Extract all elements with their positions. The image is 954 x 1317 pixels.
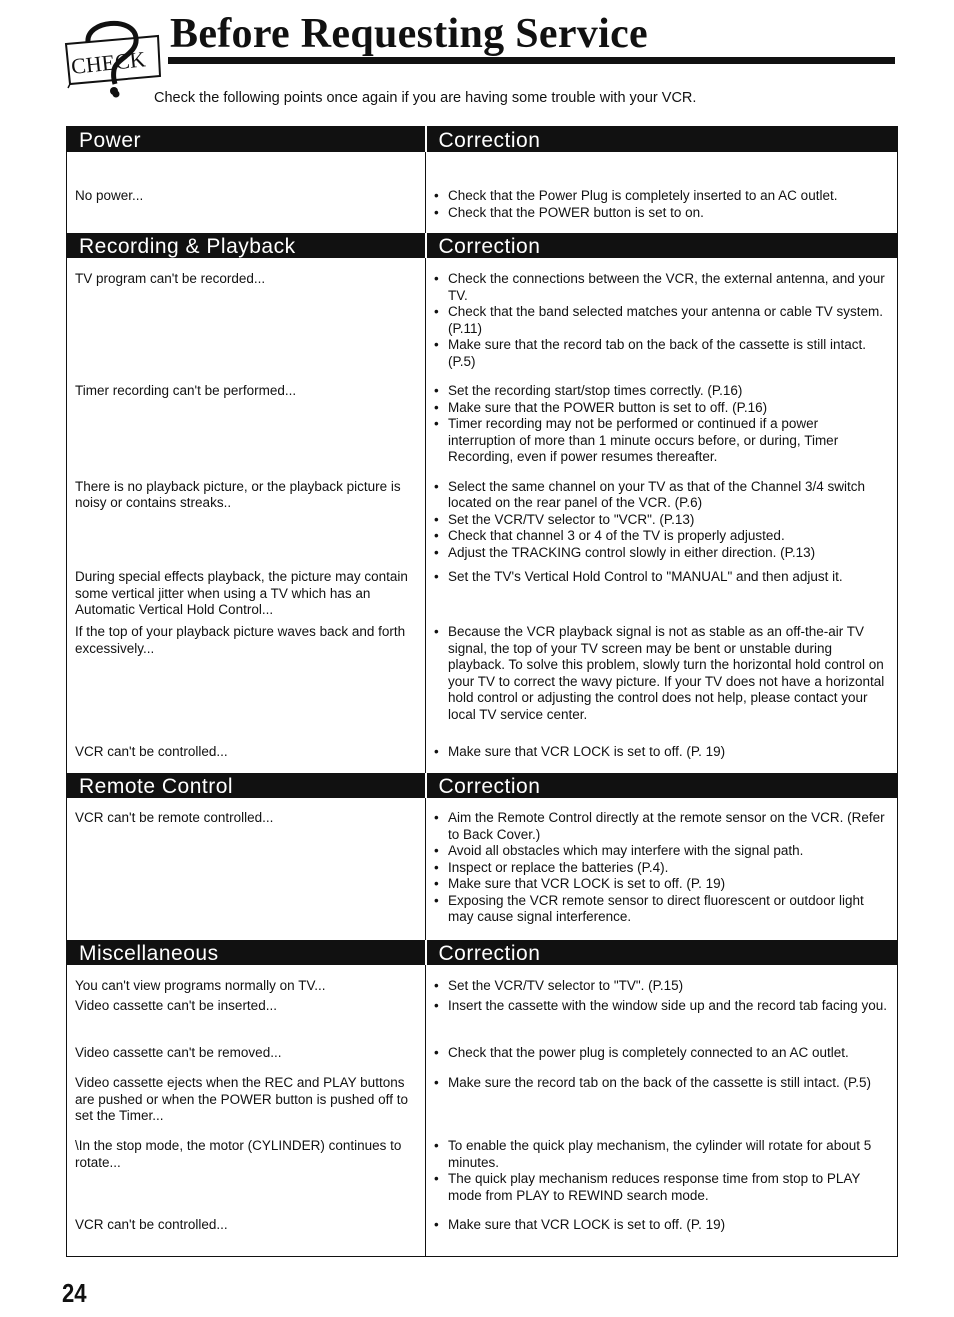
table-row	[67, 624, 898, 738]
correction-item: • Check that the Power Plug is completely inserted to an AC outlet.	[434, 188, 889, 205]
problem-text: VCR can't be controlled...	[75, 744, 228, 759]
page-number: 24	[62, 1278, 87, 1308]
correction-cell	[426, 798, 898, 940]
problem-cell	[67, 738, 426, 773]
correction-header: Correction	[426, 940, 898, 965]
section-header-row	[67, 940, 898, 965]
correction-list	[434, 1217, 889, 1234]
troubleshooting-table-body	[67, 127, 898, 1257]
section-title: Power	[67, 127, 426, 153]
problem-cell	[67, 996, 426, 1043]
problem-text: No power...	[75, 188, 144, 203]
correction-header: Correction	[426, 773, 898, 798]
correction-item: • To enable the quick play mechanism, the cylinder will rotate for about 5 minutes.	[434, 1138, 889, 1171]
correction-cell	[426, 561, 898, 624]
correction-list	[434, 1075, 889, 1092]
problem-text: VCR can't be remote controlled...	[75, 810, 274, 825]
correction-item: • Set the recording start/stop times correctly. (P.16)	[434, 383, 889, 400]
correction-list	[434, 383, 889, 466]
correction-item: • Set the VCR/TV selector to "VCR". (P.13)	[434, 512, 889, 529]
correction-item: • Exposing the VCR remote sensor to direct fluorescent or outdoor light may cause signal interference.	[434, 893, 889, 926]
correction-cell	[426, 624, 898, 738]
table-row	[67, 798, 898, 940]
correction-list	[434, 271, 889, 370]
correction-list	[434, 1138, 889, 1204]
correction-cell	[426, 1043, 898, 1072]
problem-text: There is no playback picture, or the playback picture is noisy or contains streaks..	[75, 478, 401, 510]
table-row	[67, 1072, 898, 1136]
correction-item: • The quick play mechanism reduces response time from stop to PLAY mode from PLAY to REWIND search mode.	[434, 1171, 889, 1204]
table-row	[67, 965, 898, 996]
correction-list	[434, 479, 889, 562]
correction-list	[434, 998, 889, 1015]
correction-item: • Check that the band selected matches your antenna or cable TV system. (P.11)	[434, 304, 889, 337]
correction-cell	[426, 370, 898, 466]
problem-cell	[67, 258, 426, 370]
correction-cell	[426, 1072, 898, 1136]
correction-item: • Make sure that the record tab on the back of the cassette is still intact. (P.5)	[434, 337, 889, 370]
correction-header: Correction	[426, 127, 898, 153]
correction-item: • Select the same channel on your TV as that of the Channel 3/4 switch located on the rear panel of the VCR. (P.6)	[434, 479, 889, 512]
problem-text: TV program can't be recorded...	[75, 271, 266, 286]
logo-text: CHECK	[69, 46, 147, 79]
correction-item: • Adjust the TRACKING control slowly in either direction. (P.13)	[434, 545, 889, 562]
section-title: Remote Control	[67, 773, 426, 798]
check-logo-icon	[60, 14, 170, 98]
correction-item: • Insert the cassette with the window side up and the record tab facing you.	[434, 998, 889, 1015]
correction-item: • Check that the power plug is completely connected to an AC outlet.	[434, 1045, 889, 1062]
correction-item: • Make sure that VCR LOCK is set to off. (P. 19)	[434, 876, 889, 893]
problem-cell	[67, 798, 426, 940]
correction-list	[434, 978, 889, 995]
correction-list	[434, 810, 889, 926]
correction-item: • Inspect or replace the batteries (P.4).	[434, 860, 889, 877]
correction-cell	[426, 466, 898, 562]
correction-cell	[426, 965, 898, 996]
correction-list	[434, 188, 889, 221]
problem-cell	[67, 466, 426, 562]
section-header-row	[67, 773, 898, 798]
correction-item: • Make sure the record tab on the back of the cassette is still intact. (P.5)	[434, 1075, 889, 1092]
table-row	[67, 1043, 898, 1072]
problem-text: VCR can't be controlled...	[75, 1217, 228, 1232]
correction-item: • Check that the POWER button is set to on.	[434, 205, 889, 222]
table-row	[67, 561, 898, 624]
table-row	[67, 370, 898, 466]
section-title: Recording & Playback	[67, 233, 426, 258]
problem-text: Timer recording can't be performed...	[75, 383, 297, 398]
correction-cell	[426, 1216, 898, 1256]
table-row	[67, 738, 898, 773]
correction-item: • Make sure that VCR LOCK is set to off. (P. 19)	[434, 744, 889, 761]
correction-item: • Aim the Remote Control directly at the remote sensor on the VCR. (Refer to Back Cover.)	[434, 810, 889, 843]
table-row	[67, 996, 898, 1043]
correction-item: • Timer recording may not be performed or continued if a power interruption of more than 1 minute occurs before, or during, Timer Recording, even if power resumes thereafter.	[434, 416, 889, 466]
correction-list	[434, 569, 889, 586]
correction-list	[434, 624, 889, 723]
correction-item: • Because the VCR playback signal is not as stable as an off-the-air TV signal, the top of your TV screen may be bent or unstable during playback. To solve this problem, slowly turn the horizontal hold control on your TV to correct the wavy picture. If your TV does not have a horizontal hold control or adjusting the control does not help, please contact your local TV service center.	[434, 624, 889, 723]
page-title: Before Requesting Service	[170, 11, 648, 57]
problem-text: During special effects playback, the picture may contain some vertical jitter when using a TV which has an Automatic Vertical Hold Control...	[75, 569, 408, 617]
correction-cell	[426, 1136, 898, 1216]
problem-cell	[67, 152, 426, 233]
table-row	[67, 1136, 898, 1216]
problem-text: \In the stop mode, the motor (CYLINDER) continues to rotate...	[75, 1138, 402, 1170]
correction-item: • Check that channel 3 or 4 of the TV is properly adjusted.	[434, 528, 889, 545]
correction-list	[434, 1045, 889, 1062]
problem-cell	[67, 561, 426, 624]
correction-item: • Avoid all obstacles which may interfere with the signal path.	[434, 843, 889, 860]
section-title: Miscellaneous	[67, 940, 426, 965]
problem-cell	[67, 1136, 426, 1216]
intro-text: Check the following points once again if you are having some trouble with your VCR.	[154, 90, 697, 106]
problem-cell	[67, 370, 426, 466]
table-row	[67, 1216, 898, 1256]
section-header-row	[67, 233, 898, 258]
title-rule	[168, 57, 895, 64]
correction-item: • Set the TV's Vertical Hold Control to "MANUAL" and then adjust it.	[434, 569, 889, 586]
correction-header: Correction	[426, 233, 898, 258]
problem-cell	[67, 1216, 426, 1256]
correction-list	[434, 744, 889, 761]
problem-text: Video cassette can't be removed...	[75, 1045, 282, 1060]
correction-item: • Set the VCR/TV selector to "TV". (P.15)	[434, 978, 889, 995]
table-row	[67, 152, 898, 233]
problem-cell	[67, 1072, 426, 1136]
problem-cell	[67, 965, 426, 996]
problem-text: If the top of your playback picture waves back and forth excessively...	[75, 624, 406, 656]
problem-text: Video cassette can't be inserted...	[75, 998, 277, 1013]
correction-item: • Make sure that the POWER button is set to off. (P.16)	[434, 400, 889, 417]
troubleshooting-table	[66, 126, 898, 1257]
problem-cell	[67, 624, 426, 738]
section-header-row	[67, 127, 898, 153]
correction-item: • Make sure that VCR LOCK is set to off. (P. 19)	[434, 1217, 889, 1234]
correction-cell	[426, 738, 898, 773]
correction-cell	[426, 258, 898, 370]
problem-text: You can't view programs normally on TV...	[75, 978, 326, 993]
correction-item: • Check the connections between the VCR, the external antenna, and your TV.	[434, 271, 889, 304]
table-row	[67, 258, 898, 370]
correction-cell	[426, 996, 898, 1043]
problem-cell	[67, 1043, 426, 1072]
table-row	[67, 466, 898, 562]
intro-bullet-icon	[110, 87, 118, 95]
problem-text: Video cassette ejects when the REC and PLAY buttons are pushed or when the POWER button is pushed off to set the Timer...	[75, 1075, 408, 1123]
correction-cell	[426, 152, 898, 233]
